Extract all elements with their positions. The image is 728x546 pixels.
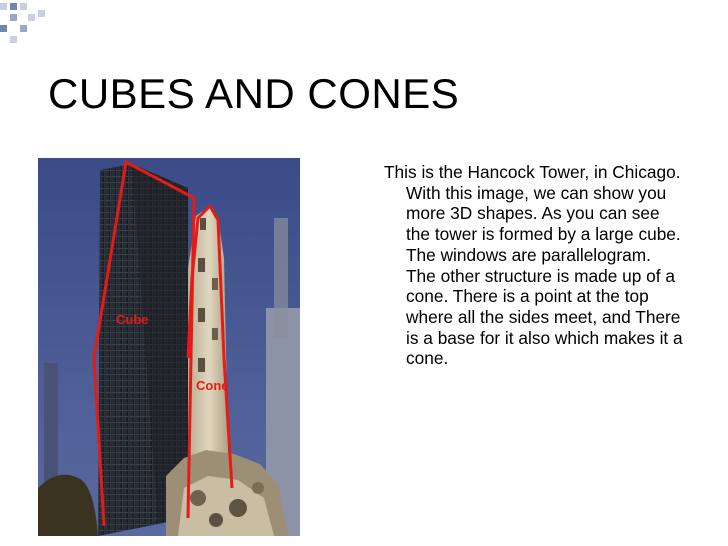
cone-label: Cone [196, 378, 229, 393]
cube-label: Cube [116, 312, 149, 327]
slide-body [384, 162, 684, 369]
corner-decoration [0, 0, 60, 45]
slide-title: CUBES AND CONES [48, 70, 460, 117]
hancock-tower-photo [38, 158, 300, 536]
body-paragraph: This is the Hancock Tower, in Chicago. With this image, we can show you more 3D shapes. As you can see the tower is formed by a large cube. The windows are parallelogram. The other structure is made up of a cone. There is a point at the top where all the sides meet, and There is a base for it also which makes it a cone. [384, 162, 683, 369]
